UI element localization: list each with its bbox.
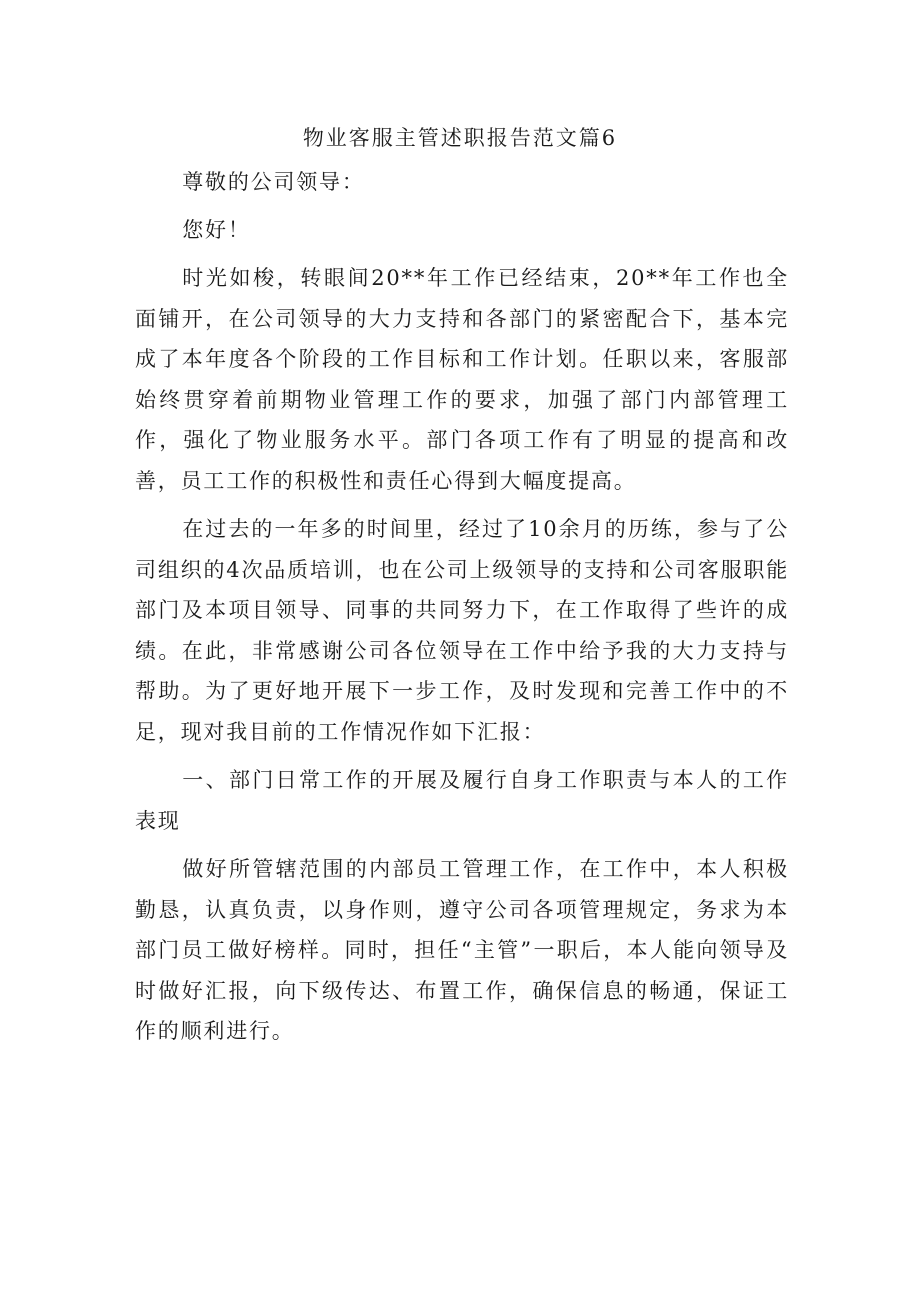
greeting: 您好！ [182,217,251,242]
paragraph-past-year: 在过去的一年多的时间里，经过了10余月的历练，参与了公司组织的4次品质培训，也在公司上级领导的支持和公司客服职能部门及本项目领导、同事的共同努力下，在工作取得了些许的成绩。在此，非常感谢公司各位领导在工作中给予我的大力支持与帮助。为了更好地开展下一步工作，及时发现和完善工作中的不足，现对我目前的工作情况作如下汇报： [135,517,789,744]
document-title: 物业客服主管述职报告范文篇6 [302,126,618,150]
salutation: 尊敬的公司领导： [182,170,365,194]
section-heading-1: 一、部门日常工作的开展及履行自身工作职责与本人的工作表现 [135,768,789,833]
document-body [135,162,789,1052]
paragraph-intro: 时光如梭，转眼间20**年工作已经结束，20**年工作也全面铺开，在公司领导的大力支持和各部门的紧密配合下，基本完成了本年度各个阶段的工作目标和工作计划。任职以来，客服部始终贯穿着前期物业管理工作的要求，加强了部门内部管理工作，强化了物业服务水平。部门各项工作有了明显的提高和改善，员工工作的积极性和责任心得到大幅度提高。 [135,266,789,493]
paragraph-staff-management: 做好所管辖范围的内部员工管理工作，在工作中，本人积极勤恳，认真负责，以身作则，遵守公司各项管理规定，务求为本部门员工做好榜样。同时，担任“主管”一职后，本人能向领导及时做好汇报，向下级传达、布置工作，确保信息的畅通，保证工作的顺利进行。 [135,857,789,1043]
